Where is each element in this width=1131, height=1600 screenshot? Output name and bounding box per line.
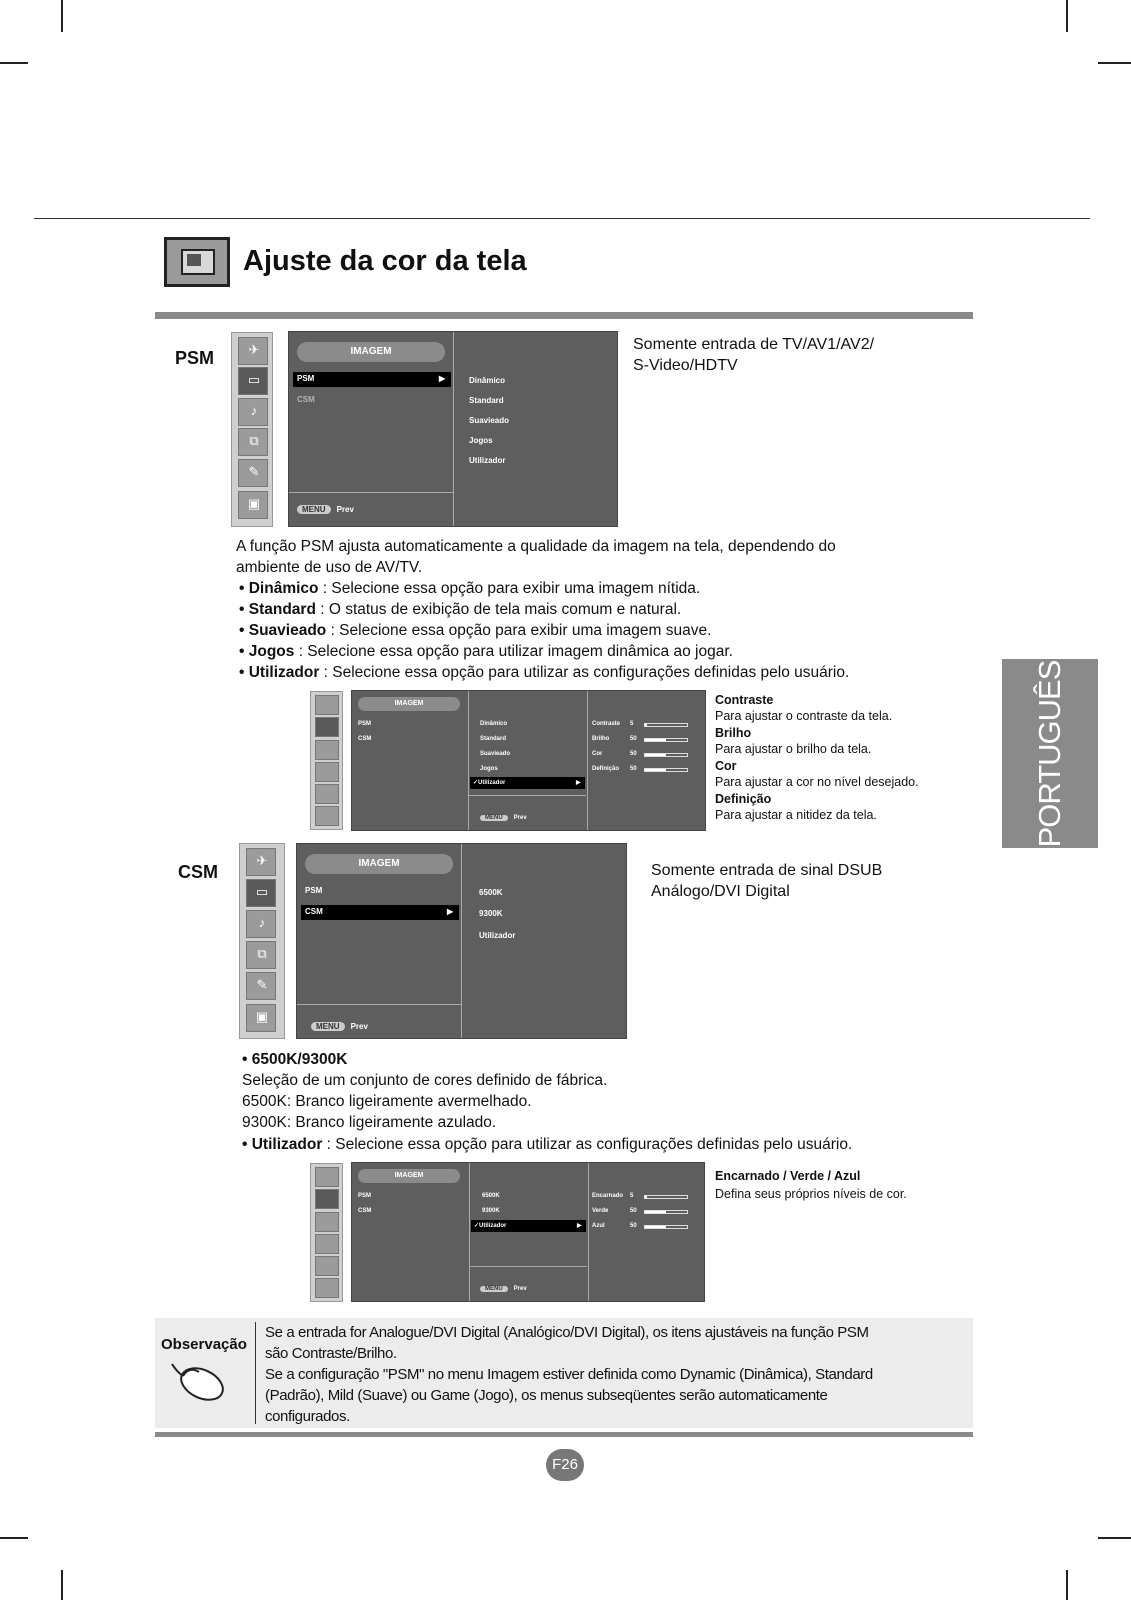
osd-icon-sidebar [310,1163,343,1302]
setting-name: Cor [592,751,603,757]
settings-icon: ✎ [238,459,268,487]
list-item: • Utilizador : Selecione essa opção para utilizar as configurações definidas pelo usuário. [239,664,850,681]
arrow-right-icon: ▶ [576,780,581,786]
setting-value: 50 [630,736,637,742]
osd-option: 6500K [479,888,503,897]
crop-mark [61,1570,63,1600]
setting-slider-fill [645,739,666,741]
mouse-icon [169,1358,229,1406]
osd-item-psm: PSM [358,1193,372,1199]
menu-prev: MENU Prev [480,815,527,821]
setting-slider-fill [645,1211,666,1213]
osd-option: Standard [480,736,507,742]
pip-icon: ⧉ [238,428,268,456]
osd-option: Jogos [480,766,498,772]
psm-osd-menu [288,331,618,527]
antenna-icon: ✈ [238,337,268,365]
list-item: • Utilizador : Selecione essa opção para utilizar as configurações definidas pelo usuário. [242,1136,853,1153]
menu-prev: MENU Prev [297,505,354,514]
setting-name: Verde [592,1208,609,1214]
menu-prev: MENU Prev [311,1022,368,1031]
crop-mark [61,0,63,32]
osd-option: 6500K [482,1193,500,1199]
osd-header: IMAGEM [358,697,460,711]
osd-header: IMAGEM [305,854,453,874]
setting-value: 50 [630,751,637,757]
observation-label: Observação [161,1336,247,1353]
psm-intro: A função PSM ajusta automaticamente a qualidade da imagem na tela, dependendo do ambiente de uso de AV/TV. [236,538,836,576]
osd-item-psm: PSM [297,374,315,383]
setting-slider [644,753,688,757]
setting-slider [644,1195,688,1199]
osd-option: Suavieado [480,751,511,757]
osd-icon-sidebar [231,332,273,527]
monitor-icon: ▣ [238,491,268,519]
osd-icon-sidebar [310,691,343,830]
osd-item-csm: CSM [358,736,372,742]
setting-slider [644,768,688,772]
list-item: • Suavieado : Selecione essa opção para exibir uma imagem suave. [239,622,712,639]
top-rule [34,218,1090,219]
page-title: Ajuste da cor da tela [243,245,527,277]
osd-option-selected: ✓Utilizador [473,780,506,786]
setting-value: 5 [630,1193,634,1199]
osd-option: Utilizador [469,456,506,465]
osd-option: Dinâmico [480,721,508,727]
psm-setting-descriptions: Contraste Para ajustar o contraste da tela. Brilho Para ajustar o brilho da tela. Cor Para ajustar a cor no nível desejado. Definição Para ajustar a nitidez da tela. [715,693,919,822]
setting-value: 50 [630,1208,637,1214]
arrow-right-icon: ▶ [447,907,454,916]
psm-sub-osd [351,690,706,831]
csm-osd-menu [296,843,627,1039]
osd-header: IMAGEM [358,1169,460,1183]
osd-option: 9300K [479,909,503,918]
observation-box [155,1318,973,1428]
setting-name: Contraste [592,721,621,727]
title-bar [155,312,973,319]
crop-mark [0,1537,28,1539]
page-number: F26 [546,1449,584,1481]
osd-option: Utilizador [479,931,516,940]
setting-name: Encarnado [592,1193,624,1199]
setting-name: Azul [592,1223,605,1229]
crop-mark [1098,1537,1131,1539]
csm-sub-osd [351,1162,705,1302]
setting-slider [644,1225,688,1229]
osd-option: 9300K [482,1208,500,1214]
setting-slider-fill [645,1196,647,1198]
setting-slider-fill [645,1226,666,1228]
osd-item-csm: CSM [297,395,315,404]
menu-prev: MENU Prev [480,1286,527,1292]
osd-option-selected: ✓Utilizador [474,1223,507,1229]
setting-slider [644,723,688,727]
screen-icon [164,237,230,287]
arrow-right-icon: ▶ [439,374,446,383]
setting-name: Definição [592,766,620,772]
osd-option: Jogos [469,436,493,445]
psm-label: PSM [175,348,215,368]
osd-header: IMAGEM [297,342,445,362]
setting-slider [644,1210,688,1214]
setting-value: 50 [630,1223,637,1229]
csm-label: CSM [178,862,218,882]
osd-option: Dinâmico [469,376,506,385]
sound-icon: ♪ [238,398,268,426]
bottom-bar [155,1432,973,1437]
osd-icon-sidebar: ✈ ▭ ♪ ⧉ ✎ ▣ [239,843,285,1039]
psm-bullets [239,578,849,683]
crop-mark [1066,0,1068,32]
csm-setting-description: Encarnado / Verde / Azul Defina seus próprios níveis de cor. [715,1169,907,1201]
language-tab: PORTUGUÊS [1002,659,1098,848]
picture-icon: ▭ [238,367,268,395]
crop-mark [0,62,28,64]
osd-item-csm: CSM [358,1208,372,1214]
setting-slider-fill [645,754,666,756]
list-item: • Jogos : Selecione essa opção para utilizar imagem dinâmica ao jogar. [239,643,733,660]
arrow-right-icon: ▶ [577,1223,582,1229]
csm-body: • 6500K/9300K Seleção de um conjunto de cores definido de fábrica. 6500K: Branco ligeiramente avermelhado. 9300K: Branco ligeiramente azulado. • Utilizador : Selecione essa opção para utilizar as configurações definidas pelo usuário. [242,1051,853,1153]
setting-slider-fill [645,769,666,771]
setting-slider [644,738,688,742]
observation-text: Se a entrada for Analogue/DVI Digital (Analógico/DVI Digital), os itens ajustáveis na função PSM são Contraste/Brilho. Se a configuração "PSM" no menu Imagem estiver definida como Dynamic (Dinâmica), Standard (Padrão), Mild (Suave) ou Game (Jogo), os menus subseqüentes serão automaticamente configurados. [265,1324,873,1425]
crop-mark [1066,1570,1068,1600]
list-item: • Dinâmico : Selecione essa opção para exibir uma imagem nítida. [239,580,701,597]
osd-item-psm: PSM [358,721,372,727]
osd-item-psm: PSM [305,886,323,895]
osd-option: Standard [469,396,504,405]
setting-value: 50 [630,766,637,772]
setting-slider-fill [645,724,647,726]
crop-mark [1098,62,1131,64]
osd-option: Suavieado [469,416,510,425]
setting-value: 5 [630,721,634,727]
csm-input-note: Somente entrada de sinal DSUB Análogo/DVI Digital [651,862,883,900]
list-item: • Standard : O status de exibição de tela mais comum e natural. [239,601,682,618]
osd-item-csm: CSM [305,907,323,916]
setting-name: Brilho [592,736,610,742]
psm-input-note: Somente entrada de TV/AV1/AV2/ S-Video/HDTV [633,336,875,374]
